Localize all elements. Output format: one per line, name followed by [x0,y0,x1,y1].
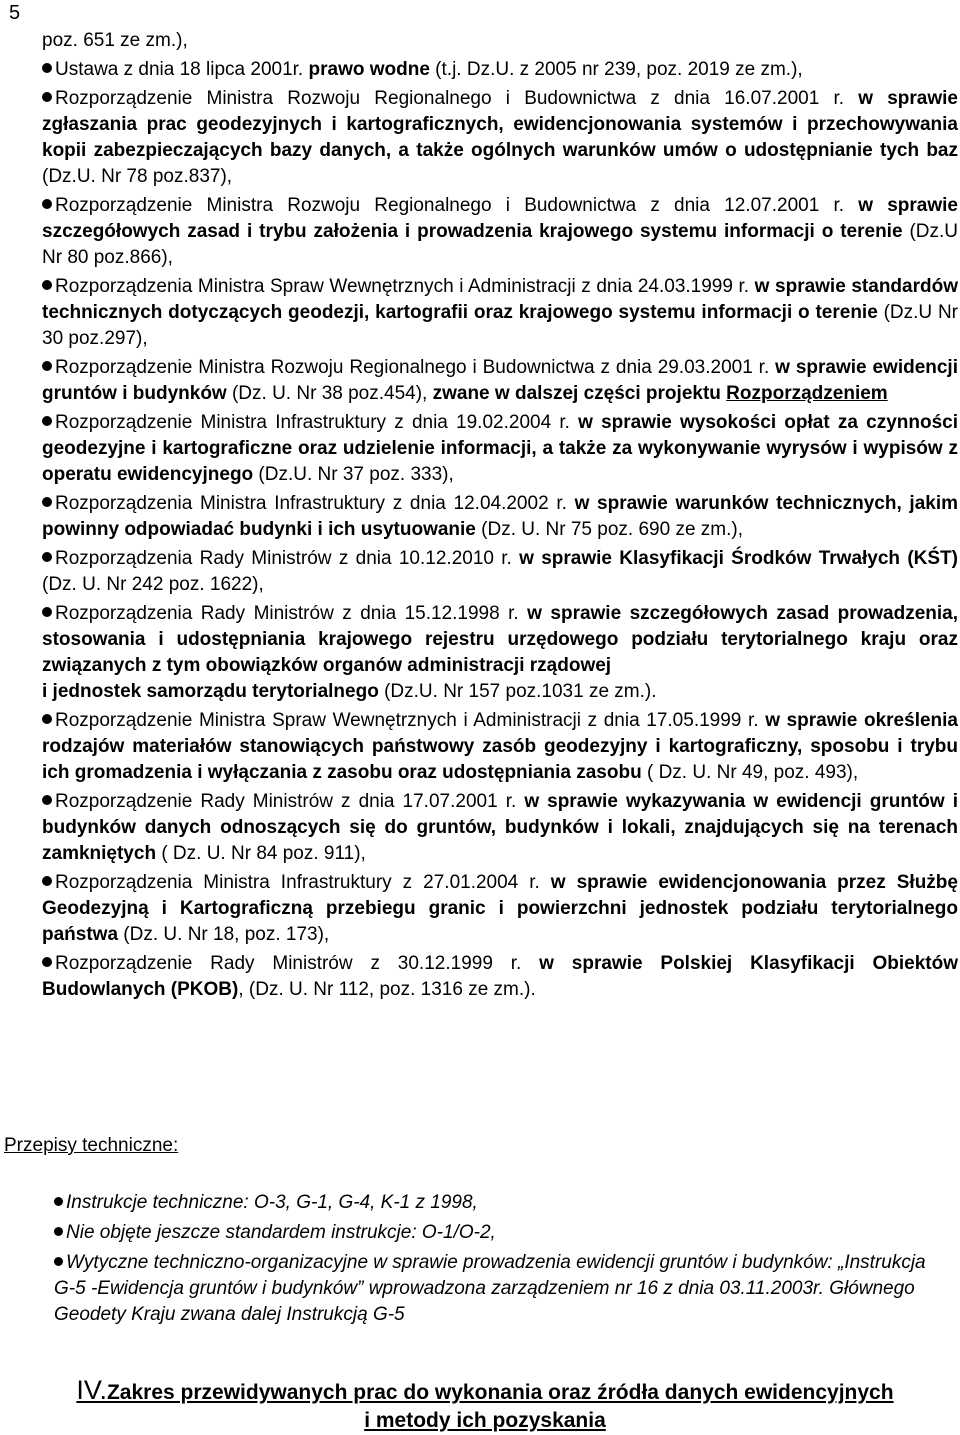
legal-act-plain: Rozporządzenie Ministra Rozwoju Regionalnego i Budownictwa z dnia 12.07.2001 r. [55,195,859,216]
bullet-icon [42,552,52,562]
legal-act-tail: (Dz.U. Nr 157 poz.1031 ze zm.). [378,681,657,702]
legal-act-tail: (Dz. U. Nr 18, poz. 173), [118,924,330,945]
bullet-icon [42,957,52,967]
bullet-icon [42,92,52,102]
bullet-icon [42,416,52,426]
legal-act-item [42,355,958,407]
bullet-icon [54,1227,63,1236]
legal-act-bold: w sprawie szczegółowych zasad i trybu założenia i prowadzenia krajowego systemu informacji o terenie [42,195,958,242]
legal-act-bold: prawo wodne [308,59,430,80]
bullet-icon [42,63,52,73]
bullet-icon [42,199,52,209]
section-heading [10,1376,960,1435]
technical-item [54,1250,934,1328]
legal-act-bold: w sprawie ewidencjonowania przez Służbę Geodezyjną i Kartograficzną przebiegu granic i powierzchni jednostek podziału terytorialnego państwa [42,872,958,945]
legal-act-bold: w sprawie wysokości opłat za czynności geodezyjne i kartograficzne oraz udzielenie informacji, a także za wykonywanie wyrysów i wypisów z operatu ewidencyjnego [42,412,959,485]
legal-act-plain: Rozporządzenie Ministra Infrastruktury z dnia 19.02.2004 r. [55,412,579,433]
legal-act-tail: (Dz.U Nr 80 poz.866), [42,221,958,268]
technical-item [54,1190,934,1216]
bullet-icon [42,795,52,805]
legal-act-bold: w sprawie standardów technicznych dotyczących geodezji, kartografii oraz krajowego systemu informacji o terenie [42,276,958,323]
legal-act-plain: Rozporządzenia Ministra Infrastruktury z 27.01.2004 r. [55,872,551,893]
legal-act-bold: w sprawie ewidencji gruntów i budynków [42,357,958,404]
legal-act-item [42,870,958,948]
legal-act-plain: Rozporządzenie Rady Ministrów z 30.12.1999 r. [55,953,540,974]
legal-act-tail: (Dz. U. Nr 38 poz.454), [226,383,433,404]
legal-act-plain: Rozporządzenie Ministra Spraw Wewnętrznych i Administracji z dnia 17.05.1999 r. [55,710,766,731]
legal-act-item [42,789,958,867]
bullet-icon [42,714,52,724]
legal-act-tail: (Dz. U. Nr 75 poz. 690 ze zm.), [475,519,744,540]
technical-item-text: Nie objęte jeszcze standardem instrukcje: O-1/O-2, [66,1222,496,1243]
page-number: 5 [9,2,21,24]
bullet-icon [54,1257,63,1266]
legal-act-plain: Rozporządzenie Ministra Rozwoju Regionalnego i Budownictwa z dnia 16.07.2001 r. [55,88,859,109]
section-roman-numeral: IV. [76,1375,107,1405]
legal-act-item [42,601,958,705]
bullet-icon [42,280,52,290]
bullet-icon [42,497,52,507]
legal-act-plain: Rozporządzenie Rady Ministrów z dnia 17.07.2001 r. [55,791,525,812]
legal-act-tail: (Dz.U Nr 30 poz.297), [42,302,959,349]
legal-act-item [42,86,958,190]
legal-act-item [42,28,958,54]
section-title: Zakres przewidywanych prac do wykonania oraz źródła danych ewidencyjnych [106,1381,894,1404]
legal-act-bold: w sprawie określenia rodzajów materiałów stanowiących państwowy zasób geodezyjny i kartograficzny, sposobu i trybu ich gromadzenia i wyłączania z zasobu oraz udostępniania zasobu [42,710,958,783]
legal-act-tail: (t.j. Dz.U. z 2005 nr 239, poz. 2019 ze zm.), [429,59,803,80]
legal-act-tail: (Dz. U. Nr 242 poz. 1622), [42,574,264,595]
subsection-title: Przepisy techniczne: [4,1135,179,1156]
legal-act-tail: , (Dz. U. Nr 112, poz. 1316 ze zm.). [238,979,536,1000]
legal-act-plain: Rozporządzenia Rady Ministrów z dnia 10.12.2010 r. [55,548,520,569]
legal-act-plain: Rozporządzenie Ministra Rozwoju Regionalnego i Budownictwa z dnia 29.03.2001 r. [55,357,776,378]
legal-act-item [42,410,958,488]
legal-act-plain: Rozporządzenia Ministra Infrastruktury z dnia 12.04.2002 r. [55,493,575,514]
legal-act-item [42,951,958,1003]
legal-act-item [42,708,958,786]
legal-act-bold2: zwane w dalszej części projektu [432,383,727,404]
bullet-icon [42,361,52,371]
technical-item [54,1220,934,1246]
technical-item-text: Wytyczne techniczno-organizacyjne w sprawie prowadzenia ewidencji gruntów i budynków: „Instrukcja G-5 -Ewidencja gruntów i budynków” wprowadzona zarządzeniem nr 16 z dnia 03.11.2003r. Głównego Geodety Kraju zwana dalej Instrukcją G-5 [54,1252,926,1325]
legal-act-bold: w sprawie Polskiej Klasyfikacji Obiektów Budowlanych (PKOB) [42,953,958,1000]
legal-act-plain: Rozporządzenia Rady Ministrów z dnia 15.12.1998 r. [55,603,528,624]
legal-act-tail: (Dz.U. Nr 37 poz. 333), [253,464,454,485]
legal-act-item [42,274,958,352]
bullet-icon [54,1197,63,1206]
legal-act-plain: poz. 651 ze zm.), [42,30,188,51]
technical-item-text: Instrukcje techniczne: O-3, G-1, G-4, K-1 z 1998, [66,1192,478,1213]
legal-act-item [42,546,958,598]
legal-act-tail: (Dz.U. Nr 78 poz.837), [42,166,233,187]
bullet-icon [42,607,52,617]
legal-act-plain: Ustawa z dnia 18 lipca 2001r. [55,59,309,80]
legal-act-item [42,193,958,271]
legal-act-bold: w sprawie warunków technicznych, jakim powinny odpowiadać budynki i ich usytuowanie [42,493,958,540]
legal-act-bold: w sprawie zgłaszania prac geodezyjnych i kartograficznych, ewidencjonowania systemów i przechowywania kopii zabezpieczających bazy danych, a także ogólnych warunków umów o udostępnianie tych baz [42,88,958,161]
technical-regulations-list [54,1190,934,1332]
legal-act-item [42,57,958,83]
legal-act-underlined: Rozporządzeniem [726,383,888,404]
legal-act-plain: Rozporządzenia Ministra Spraw Wewnętrznych i Administracji z dnia 24.03.1999 r. [55,276,755,297]
legal-act-tail: ( Dz. U. Nr 84 poz. 911), [156,843,366,864]
legal-act-bold: w sprawie szczegółowych zasad prowadzenia, stosowania i udostępniania krajowego rejestru urzędowego podziału terytorialnego kraju oraz związanych z tym obowiązków organów administracji rządowej i jednostek samorządu terytorialnego [42,603,958,702]
legal-act-bold: w sprawie wykazywania w ewidencji gruntów i budynków danych odnoszących się do gruntów, budynków i lokali, znajdujących się na terenach zamkniętych [42,791,958,864]
legal-acts-list [42,28,958,1006]
legal-act-tail: ( Dz. U. Nr 49, poz. 493), [641,762,859,783]
section-title-line2: i metody ich pozyskania [364,1409,606,1432]
legal-act-item [42,491,958,543]
legal-act-bold: w sprawie Klasyfikacji Środków Trwałych (KŚT) [519,548,958,569]
bullet-icon [42,876,52,886]
